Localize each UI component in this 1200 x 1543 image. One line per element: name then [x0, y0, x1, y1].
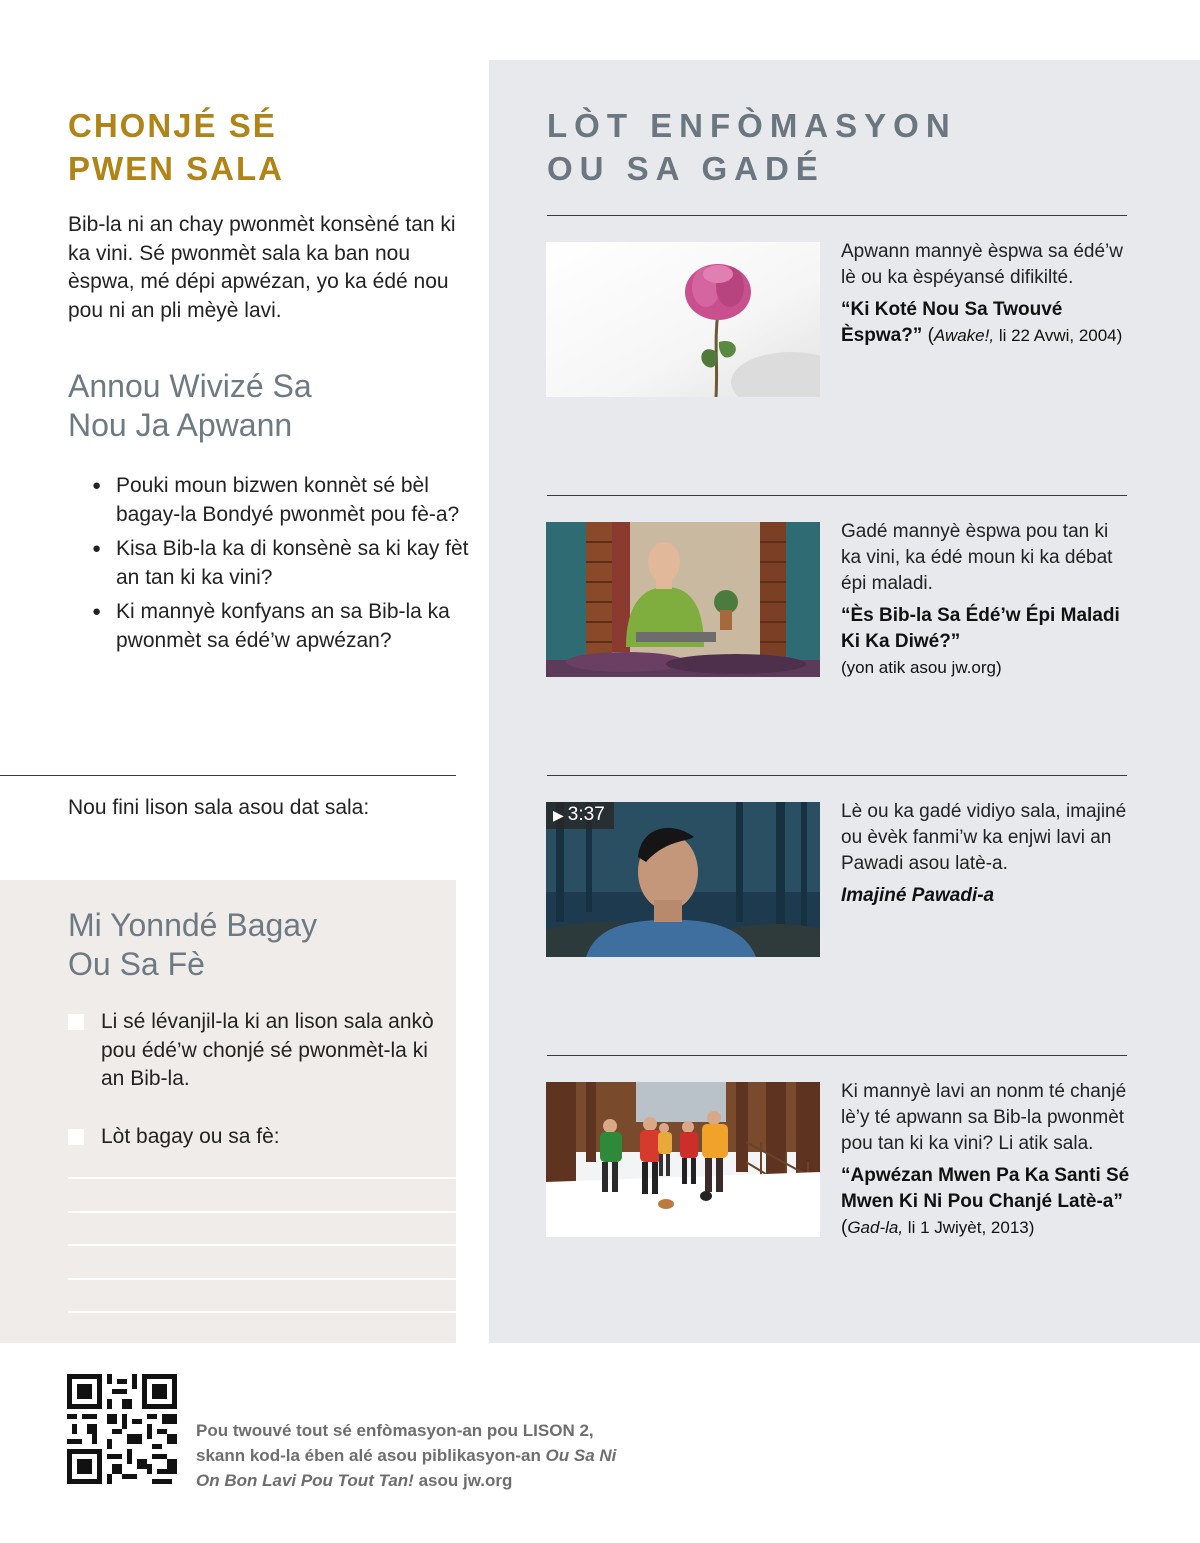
list-item: ● Pouki moun bizwen konnèt sé bèl bagay-la Bondyé pwonmèt pou fè-a?: [90, 472, 470, 529]
divider: [0, 775, 456, 776]
divider: [547, 775, 1127, 776]
video-duration-badge: ▶ 3:37: [546, 802, 614, 829]
family-snow-image[interactable]: [546, 1082, 820, 1237]
write-line[interactable]: [68, 1311, 456, 1313]
write-line[interactable]: [68, 1278, 456, 1280]
finished-date-label: Nou fini lison sala asou dat sala:: [68, 796, 370, 819]
goal-checkbox[interactable]: [68, 1014, 84, 1030]
info-item: Lè ou ka gadé vidiyo sala, imajiné ou èvèk fanmi’w ka enjwi lavi an Pawadi asou latè-a. Imajiné Pawadi-a: [841, 801, 1127, 906]
list-item: ● Kisa Bib-la ka di konsènè sa ki kay fèt an tan ki ka vini?: [90, 535, 470, 592]
info-item: Apwann mannyè èspwa sa édé’w lè ou ka èspéyansé difikilté. “Ki Koté Nou Sa Twouvé Èspwa?” (Awake!, li 22 Avwi, 2004): [841, 241, 1124, 346]
video-link[interactable]: Imajiné Pawadi-a: [841, 885, 995, 906]
write-line[interactable]: [68, 1211, 456, 1213]
list-item: ● Ki mannyè konfyans an sa Bib-la ka pwonmèt sa édé’w apwézan?: [90, 598, 470, 655]
review-questions: [90, 472, 470, 661]
goals-heading: Mi Yonndé Bagay Ou Sa Fè: [68, 907, 318, 982]
info-item: Ki mannyè lavi an nonm té chanjé lè’y té apwann sa Bib-la pwonmèt pou tan ki ka vini? Li atik sala. “Apwézan Mwen Pa Ka Santi Sé Mwen Ki Ni Pou Chanjé Latè-a” (Gad-la, li 1 Jwiyèt, 2013): [841, 1081, 1130, 1238]
qr-code[interactable]: [67, 1374, 177, 1484]
divider: [547, 1055, 1127, 1056]
section-title: CHONJÉ SÉ PWEN SALA: [68, 107, 284, 187]
goal-checkbox[interactable]: [68, 1129, 84, 1145]
article-link[interactable]: “Ki Koté Nou Sa Twouvé Èspwa?”: [841, 299, 1063, 346]
intro-paragraph: Bib-la ni an chay pwonmèt konsèné tan ki ka vini. Sé pwonmèt sala ka ban nou èspwa, mé dépi apwézan, yo ka édé nou pou ni an pli mèyè lavi.: [68, 213, 456, 322]
footer-note: Pou twouvé tout sé enfòmasyon-an pou LISON 2, skann kod-la ében alé asou piblikasyon-an Ou Sa Ni On Bon Lavi Pou Tout Tan! asou jw.org: [196, 1421, 617, 1490]
article-link[interactable]: “Ès Bib-la Sa Édé’w Épi Maladi Ki Ka Diwé?”: [841, 605, 1120, 652]
write-line[interactable]: [68, 1177, 456, 1179]
divider: [547, 215, 1127, 216]
review-heading: Annou Wivizé Sa Nou Ja Apwann: [68, 368, 312, 443]
flower-image[interactable]: [546, 242, 820, 397]
goal-item: Li sé lévanjil-la ki an lison sala ankò pou édé’w chonjé sé pwonmèt-la ki an Bib-la.: [68, 1008, 438, 1094]
publication-title[interactable]: Ou Sa Ni On Bon Lavi Pou Tout Tan!: [196, 1446, 617, 1490]
wheelchair-man-image[interactable]: [546, 522, 820, 677]
video-thumbnail[interactable]: [546, 802, 820, 957]
divider: [547, 495, 1127, 496]
more-info-title: LÒT ENFÒMASYON OU SA GADÉ: [547, 107, 957, 187]
article-link[interactable]: “Apwézan Mwen Pa Ka Santi Sé Mwen Ki Ni Pou Chanjé Latè-a”: [841, 1165, 1130, 1212]
write-line[interactable]: [68, 1244, 456, 1246]
goal-item: Lòt bagay ou sa fè:: [68, 1123, 438, 1152]
play-icon: ▶: [553, 807, 564, 823]
info-item: Gadé mannyè èspwa pou tan ki ka vini, ka édé moun ki ka débat épi maladi. “Ès Bib-la Sa Édé’w Épi Maladi Ki Ka Diwé?” (yon atik asou jw.org): [841, 521, 1120, 677]
